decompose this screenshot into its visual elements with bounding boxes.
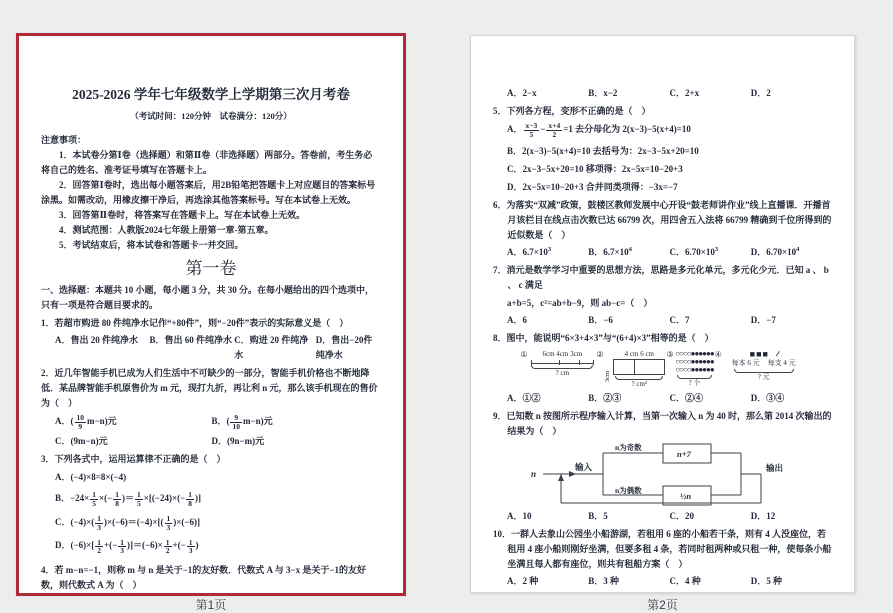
circled-4-label: ④ xyxy=(715,350,722,359)
option: D．③④ xyxy=(751,391,832,406)
option: C．购进 20 件纯净水 xyxy=(234,333,316,363)
option: D．5 种 xyxy=(751,574,832,589)
question-3-stem: 3．下列各式中，运用运算律不正确的是（ ） xyxy=(41,452,381,467)
flowchart-even-box: ½n xyxy=(680,491,691,501)
section-1-title: 第一卷 xyxy=(41,257,381,281)
flowchart-even-label: n为偶数 xyxy=(615,485,642,495)
question-9-options xyxy=(507,509,832,524)
question-8-stem: 8．图中，能说明“6×3+4×3”与“(6+4)×3”相等的是（ ） xyxy=(493,331,832,346)
question-9-stem: 9．已知数 n 按图所示程序输入计算，当第一次输入 n 为 40 时，那么第 2014 次输出的结果为（ ） xyxy=(493,409,832,439)
price-diagram xyxy=(724,350,796,389)
option: C．$6.70\times 10^3$ xyxy=(670,245,751,260)
flowchart-output-label: 输出 xyxy=(765,463,783,473)
question-5-stem: 5．下列各方程，变形不正确的是（ ） xyxy=(493,104,832,119)
option: B．3 种 xyxy=(588,574,669,589)
dots-row: ○○○○●●●●●● xyxy=(675,358,713,366)
option: A．①② xyxy=(507,391,588,406)
notice-item: 2．回答第Ⅰ卷时，选出每小题答案后，用2B铅笔把答题卡上对应题目的答案标号涂黑。如需改动，用橡皮擦干净后，再选涂其他答案标号。写在本试卷上无效。 xyxy=(41,178,381,208)
question-1-options xyxy=(55,333,381,363)
option: B．x−2 xyxy=(588,86,669,101)
option: C．②④ xyxy=(670,391,751,406)
price-items xyxy=(732,350,796,359)
notice-item: 1．本试卷分第Ⅰ卷（选择题）和第Ⅱ卷（非选择题）两部分。答卷前，考生务必将自己的姓名、准考证号填写在答题卡上。 xyxy=(41,148,381,178)
page-1-label: 第1页 xyxy=(16,596,406,613)
option: D．−7 xyxy=(751,313,832,328)
dots-row: ○○○○●●●●●● xyxy=(675,350,713,358)
dots-diagram xyxy=(675,350,713,389)
option: A．6 xyxy=(507,313,588,328)
option: C．4 种 xyxy=(670,574,751,589)
option: B．5 xyxy=(588,509,669,524)
option: B．( $\frac{9}{10}$ m−n)元 xyxy=(211,414,367,431)
question-2-stem: 2．近几年智能手机已成为人们生活中不可缺少的一部分，智能手机价格也不断地降低．某品牌智能手机原售价为 m 元，现打九折，再让利 n 元，那么该手机现在的售价为（ ） xyxy=(41,366,381,411)
flowchart-diagram xyxy=(493,441,832,507)
option: B．②③ xyxy=(588,391,669,406)
segment-bottom-label: ? cm xyxy=(529,369,595,378)
option: A．2−x xyxy=(507,86,588,101)
option: B．售出 60 件纯净水 xyxy=(150,333,235,363)
flowchart-odd-box: n+7 xyxy=(677,449,692,459)
option: A．2 种 xyxy=(507,574,588,589)
exam-page-2[interactable] xyxy=(470,35,855,593)
exam-title: 2025-2026 学年七年级数学上学期第三次月考卷 xyxy=(41,86,381,104)
segment-line xyxy=(531,359,593,364)
option: B．2(x−3)−5(x+4)=10 去括号为：2x−3−5x+20=10 xyxy=(507,144,832,159)
circled-2-label: ② xyxy=(596,350,603,359)
option: B．−24× $\frac{1}{5}$ ×(− $\frac{1}{8}$ )＝ $\frac{1}{5}$ ×[(−24)×(− $\frac{1}{8}$ )] xyxy=(55,491,381,508)
price-bottom-label: ? 元 xyxy=(732,373,796,382)
option: C．20 xyxy=(670,509,751,524)
price-labels xyxy=(732,359,796,368)
option: D．(−6)×[ $\frac{1}{2}$ +(− $\frac{1}{3}$ )]＝(−6)× $\frac{1}{2}$ +(− $\frac{1}{3}$ ) xyxy=(55,538,381,555)
option: A．( $\frac{10}{9}$ m−n)元 xyxy=(55,414,211,431)
dots-bottom-label: ? 个 xyxy=(675,379,713,388)
circled-1-label: ① xyxy=(520,350,527,359)
option: C．(9m−n)元 xyxy=(55,434,211,449)
exam-subtitle: （考试时间：120分钟 试卷满分：120分） xyxy=(41,109,381,124)
question-10-options xyxy=(507,574,832,589)
pens-icon: ∕∕∕∕ xyxy=(777,350,778,359)
question-2-options-row1 xyxy=(55,414,381,431)
price-label-books: 每本 6 元 xyxy=(732,359,760,368)
flowchart-input-label: 输入 xyxy=(574,462,593,472)
price-label-pens: 每支 4 元 xyxy=(768,359,796,368)
option: A．(−4)×8=8×(−4) xyxy=(55,470,381,485)
segment-diagram xyxy=(529,350,595,389)
option: D．12 xyxy=(751,509,832,524)
option: C．2x−3−5x+20=10 移项得：2x−5x=10−20+3 xyxy=(507,162,832,177)
question-8-options xyxy=(507,391,832,406)
question-1-stem: 1．若超市购进 80 件纯净水记作“+80件”，则“−20件”表示的实际意义是（ ） xyxy=(41,316,381,331)
option: D．2 xyxy=(751,86,832,101)
rectangle-shape xyxy=(613,359,665,375)
flowchart-var-label: n xyxy=(531,469,536,479)
segment-top-labels: 6cm 4cm 3cm xyxy=(529,350,595,359)
question-10-stem: 10．一群人去象山公园坐小船游湖，若租用 6 座的小船若干条，则有 4 人没座位，若租用 4 座小船则刚好坐满，但要多租 4 条，若同时租两种或只租一种，使每条小船坐满且每人都有座位，则共有租船方案（ ） xyxy=(493,527,832,572)
question-8-diagrams xyxy=(493,350,832,389)
question-6-stem: 6．为落实“双减”政策，鼓楼区教师发展中心开设“鼓老师讲作业”线上直播课．开播首月该栏目在线点击次数已达 66799 次，用四舍五入法将 66799 精确到千位所得到的近似数是（ ） xyxy=(493,198,832,243)
option: A．售出 20 件纯净水 xyxy=(55,333,150,363)
books-icon: ■■■ xyxy=(750,350,769,359)
option: D．2x−5x=10−20+3 合并同类项得：−3x=−7 xyxy=(507,180,832,195)
dots-row: ○○○○●●●●●● xyxy=(675,366,713,374)
question-6-options xyxy=(507,245,832,260)
option: D．(9n−m)元 xyxy=(211,434,367,449)
option: D．售出−20件纯净水 xyxy=(316,333,381,363)
notice-heading: 注意事项： xyxy=(41,133,381,148)
question-7-stem: 7．消元是数学学习中重要的思想方法，思路是多元化单元，多元化少元．已知 a 、 b 、 c 满足 xyxy=(493,263,832,293)
question-2-options-row2 xyxy=(55,434,381,449)
rectangle-diagram xyxy=(605,350,665,389)
option: C．7 xyxy=(670,313,751,328)
notice-item: 4．测试范围：人教版2024七年级上册第一章-第五章。 xyxy=(41,223,381,238)
exam-page-1[interactable] xyxy=(16,33,406,596)
option: C．2+x xyxy=(670,86,751,101)
circled-3-label: ③ xyxy=(666,350,673,359)
option: D．$6.70\times 10^4$ xyxy=(751,245,832,260)
question-4-options xyxy=(507,86,832,101)
option: A．$6.7\times 10^3$ xyxy=(507,245,588,260)
notice-item: 3．回答第Ⅱ卷时，将答案写在答题卡上。写在本试卷上无效。 xyxy=(41,208,381,223)
option: A．10 xyxy=(507,509,588,524)
notice-item: 5．考试结束后，将本试卷和答题卡一并交回。 xyxy=(41,238,381,253)
option: C．(−4)×( $\frac{1}{3}$ )×(−6)＝(−4)×[( $\frac{1}{3}$ )×(−6)] xyxy=(55,515,381,532)
question-4-stem: 4．若 m−n=−1，则称 m 与 n 是关于−1的友好数．代数式 A 与 3−x 是关于−1的友好数，则代数式 A 为（ ） xyxy=(41,563,381,593)
flowchart-odd-label: n为奇数 xyxy=(615,442,642,452)
rectangle-top-labels: 4 cm 6 cm xyxy=(613,350,665,359)
rectangle-bottom-label: ? cm² xyxy=(613,380,665,389)
page-2-label: 第2页 xyxy=(470,596,855,613)
option: B．$6.7\times 10^4$ xyxy=(588,245,669,260)
question-7-options xyxy=(507,313,832,328)
rectangle-side-label: 3cm xyxy=(603,371,612,382)
question-7-formula: a+b=5，c²=ab+b−9，则 ab−c=（ ） xyxy=(507,296,832,311)
option: A． $\frac{x-3}{5}$ − $\frac{x+4}{2}$ =1 去分母化为 2(x−3)−5(x+4)=10 xyxy=(507,122,832,139)
option: B．−6 xyxy=(588,313,669,328)
section-1-intro: 一、选择题：本题共 10 小题，每小题 3 分，共 30 分。在每小题给出的四个选项中，只有一项是符合题目要求的。 xyxy=(41,283,381,313)
